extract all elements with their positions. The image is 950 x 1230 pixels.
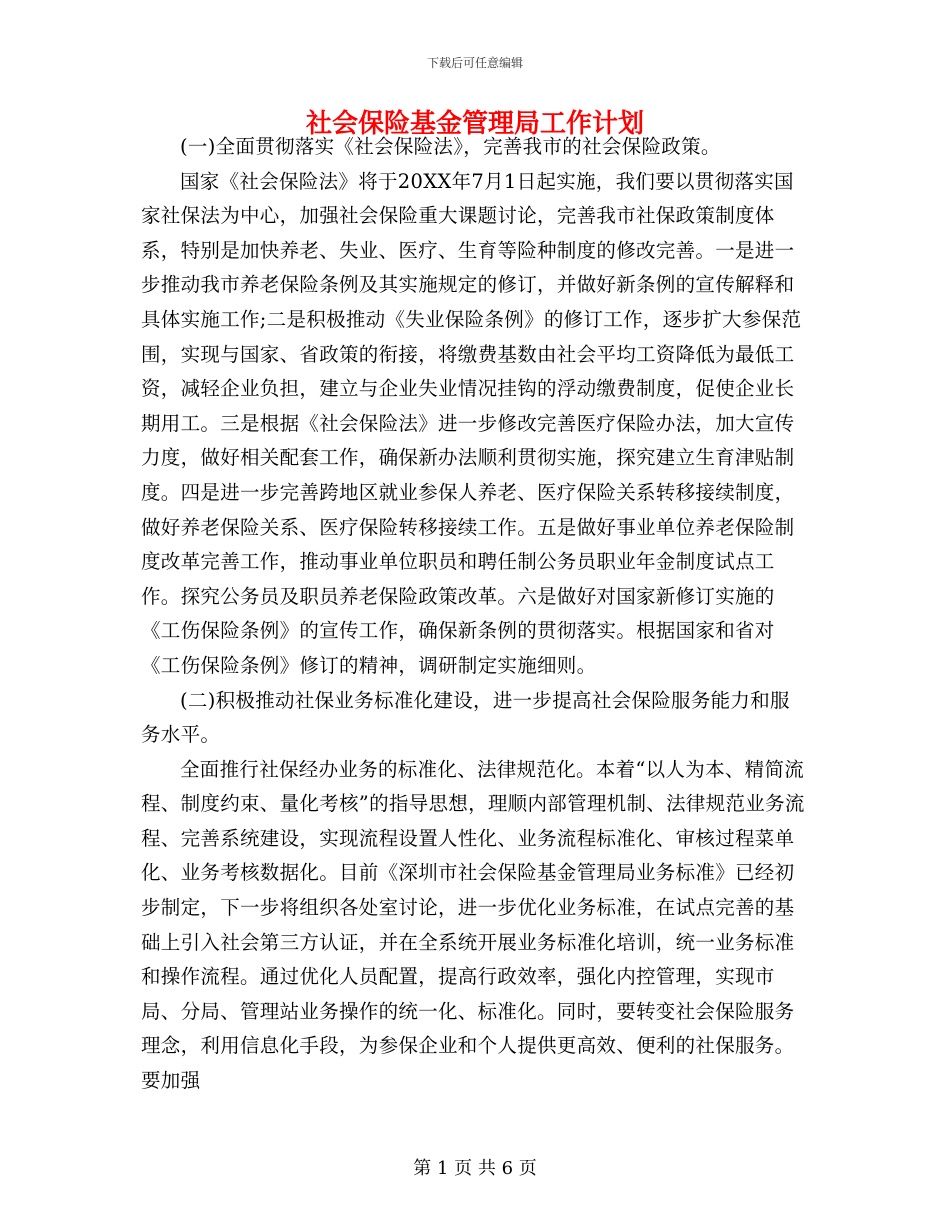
section-heading-2: (二)积极推动社保业务标准化建设，进一步提高社会保险服务能力和服务水平。 <box>141 688 790 747</box>
page-number: 第 1 页 共 6 页 <box>413 1158 537 1179</box>
header-note: 下载后可任意编辑 <box>426 56 523 70</box>
document-body <box>141 130 807 1099</box>
body-paragraph-2: 全面推行社保经办业务的标准化、法律规范化。本着“以人为本、精简流程、制度约束、量化考核”的指导思想，理顺内部管理机制、法律规范业务流程、完善系统建设，实现流程设置人性化、业务流程标准化、审核过程菜单化、业务考核数据化。目前《深圳市社会保险基金管理局业务标准》已经初步制定，下一步将组织各处室讨论，进一步优化业务标准，在试点完善的基础上引入社会第三方认证，并在全系统开展业务标准化培训，统一业务标准和操作流程。通过优化人员配置，提高行政效率，强化内控管理，实现市局、分局、管理站业务操作的统一化、标准化。同时，要转变社会保险服务理念，利用信息化手段，为参保企业和个人提供更高效、便利的社保服务。要加强 <box>141 757 805 1093</box>
document-title: 社会保险基金管理局工作计划 <box>305 109 644 139</box>
body-paragraph-1: 国家《社会保险法》将于20XX年7月1日起实施，我们要以贯彻落实国家社保法为中心，加强社会保险重大课题讨论，完善我市社保政策制度体系，特别是加快养老、失业、医疗、生育等险种制度的修改完善。一是进一步推动我市养老保险条例及其实施规定的修订，并做好新条例的宣传解释和具体实施工作;二是积极推动《失业保险条例》的修订工作，逐步扩大参保范围，实现与国家、省政策的衔接，将缴费基数由社会平均工资降低为最低工资，减轻企业负担，建立与企业失业情况挂钩的浮动缴费制度，促使企业长期用工。三是根据《社会保险法》进一步修改完善医疗保险办法，加大宣传力度，做好相关配套工作，确保新办法顺利贯彻实施，探究建立生育津贴制度。四是进一步完善跨地区就业参保人养老、医疗保险关系转移接续制度，做好养老保险关系、医疗保险转移接续工作。五是做好事业单位养老保险制度改革完善工作，推动事业单位职员和聘任制公务员职业年金制度试点工作。探究公务员及职员养老保险政策改革。六是做好对国家新修订实施的《工伤保险条例》的宣传工作，确保新条例的贯彻落实。根据国家和省对《工伤保险条例》修订的精神，调研制定实施细则。 <box>141 169 802 677</box>
section-heading-1: (一)全面贯彻落实《社会保险法》，完善我市的社会保险政策。 <box>180 135 721 158</box>
